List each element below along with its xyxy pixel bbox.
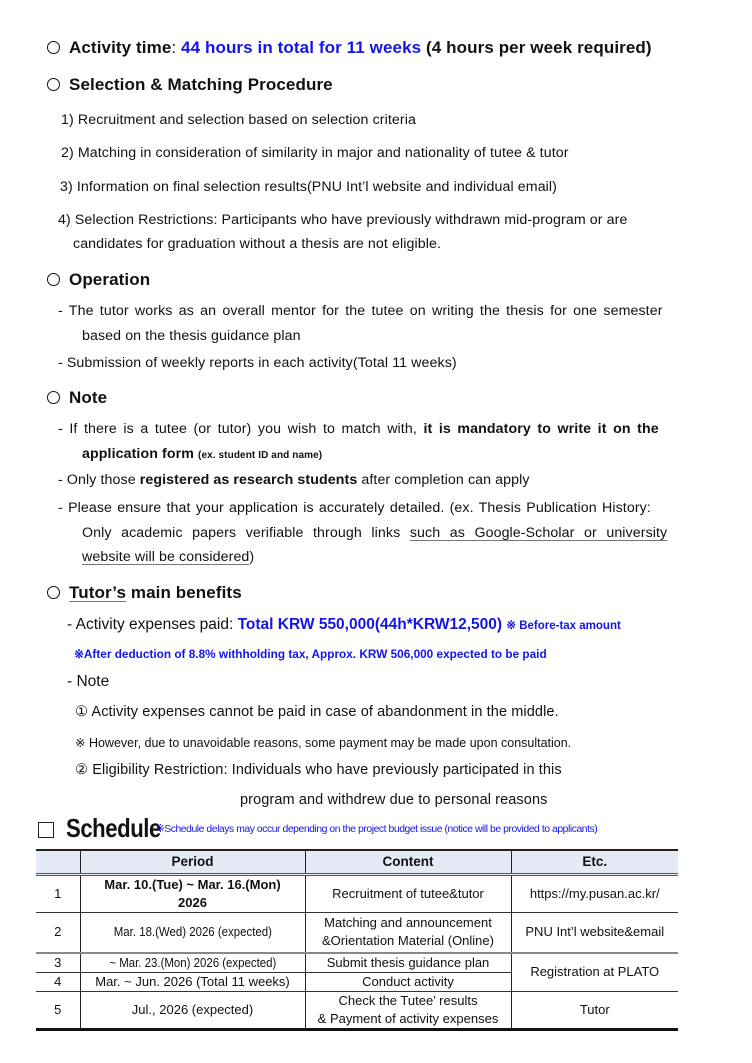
note-item-1-cont: application form (ex. student ID and name) [82,446,323,462]
benefits-note-label: - Note [67,673,110,690]
circle-bullet-icon [47,273,60,286]
benefits-note-2-cont: program and withdrew due to personal reasons [240,792,548,808]
note-item-3-cont: Only academic papers verifiable through links such as Google-Scholar or university [82,525,668,541]
schedule-notice: ※Schedule delays may occur depending on the project budget issue (notice will be provided to applicants) [156,824,598,835]
benefits-note-1-sub: ※ However, due to unavoidable reasons, some payment may be made upon consultation. [75,736,572,750]
selection-item-4: 4) Selection Restrictions: Participants who have previously withdrawn mid-program or are [58,212,628,228]
circle-bullet-icon [47,586,60,599]
col-header-etc: Etc. [511,850,678,875]
operation-item-1: - The tutor works as an overall mentor for the tutee on writing the thesis for one semester [58,303,663,319]
selection-item-1: 1) Recruitment and selection based on selection criteria [61,112,416,128]
activity-time-highlight: 44 hours in total for 11 weeks [181,38,422,57]
selection-item-4-cont: candidates for graduation without a thesis are not eligible. [73,236,442,252]
table-row: 3 ~ Mar. 23.(Mon) 2026 (expected) Submit thesis guidance plan Registration at PLATO [36,953,678,973]
col-header-no [36,850,80,875]
col-header-content: Content [305,850,511,875]
col-header-period: Period [80,850,305,875]
selection-item-3: 3) Information on final selection results(PNU Int’l website and individual email) [60,179,558,195]
table-row: 4 Mar. ~ Jun. 2026 (Total 11 weeks) Conduct activity [36,972,678,991]
operation-item-1-cont: based on the thesis guidance plan [82,328,301,344]
operation-item-2: - Submission of weekly reports in each activity(Total 11 weeks) [58,355,457,371]
circle-bullet-icon [47,78,60,91]
benefits-heading: Tutor’s main benefits [47,583,242,603]
table-row: 1 Mar. 10.(Tue) ~ Mar. 16.(Mon) 2026 Recruitment of tutee&tutor https://my.pusan.ac.kr/ [36,875,678,913]
note-item-3-cont2: website will be considered) [82,549,255,565]
benefits-after-tax: ※After deduction of 8.8% withholding tax, Approx. KRW 506,000 expected to be paid [74,647,547,661]
table-row: 2 Mar. 18.(Wed) 2026 (expected) Matching and announcement &Orientation Material (Online) PNU Int’l website&email [36,913,678,953]
etc-url: https://my.pusan.ac.kr/ [511,875,678,913]
benefits-expenses: - Activity expenses paid: Total KRW 550,000(44h*KRW12,500) ※ Before-tax amount [67,616,621,633]
benefits-note-1: ① Activity expenses cannot be paid in case of abandonment in the middle. [75,704,559,720]
checkbox-square-icon [38,822,54,838]
benefits-note-2: ② Eligibility Restriction: Individuals who have previously participated in this [75,762,562,778]
operation-heading: Operation [47,270,150,290]
note-item-2: - Only those registered as research students after completion can apply [58,472,530,488]
schedule-title: Schedule [66,813,162,843]
selection-heading: Selection & Matching Procedure [47,75,333,95]
activity-time-suffix: (4 hours per week required) [421,38,652,57]
note-item-3: - Please ensure that your application is accurately detailed. (ex. Thesis Publication History: [58,500,651,516]
activity-time-label: Activity time [69,38,172,57]
table-row: 5 Jul., 2026 (expected) Check the Tutee’ results & Payment of activity expenses Tutor [36,991,678,1029]
schedule-table [36,849,678,1031]
scholar-link-text: such as Google-Scholar or university [409,525,668,541]
note-heading: Note [47,388,107,408]
activity-time-section: Activity time: 44 hours in total for 11 weeks (4 hours per week required) [47,38,652,58]
circle-bullet-icon [47,41,60,54]
selection-item-2: 2) Matching in consideration of similarity in major and nationality of tutee & tutor [61,145,569,161]
circle-bullet-icon [47,391,60,404]
table-header-row [36,850,678,875]
note-item-1: - If there is a tutee (or tutor) you wish to match with, it is mandatory to write it on the [58,421,659,437]
